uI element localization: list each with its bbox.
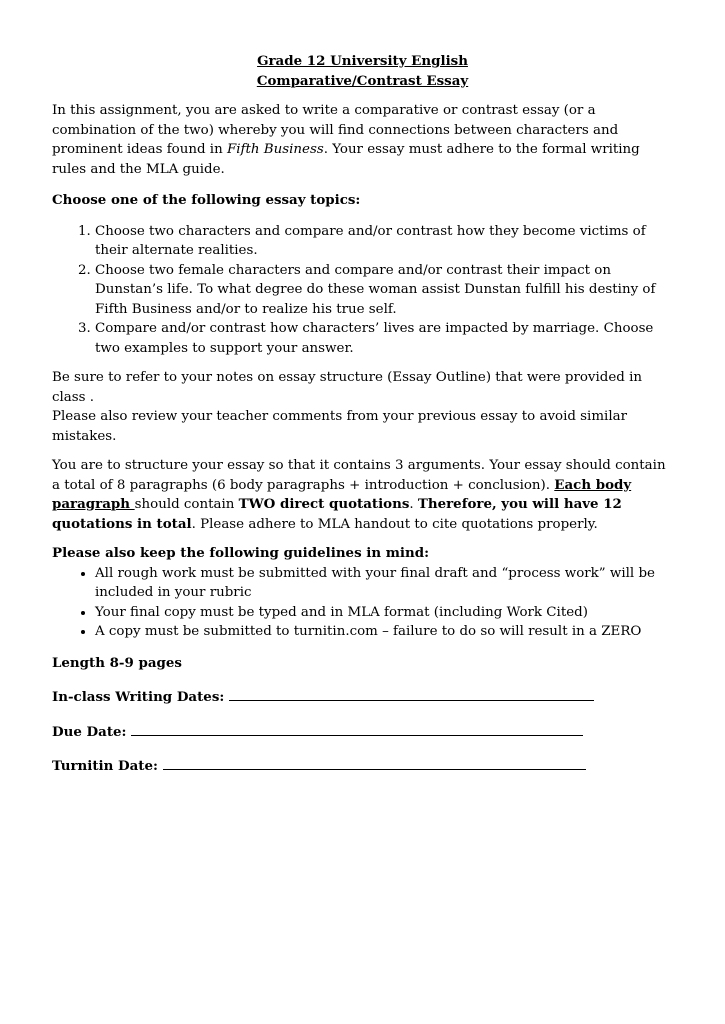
requirements-paragraph — [52, 456, 673, 534]
guidelines-list — [52, 564, 673, 642]
intro-paragraph — [52, 101, 673, 179]
length-requirement: Length 8-9 pages — [52, 654, 182, 671]
intro-text-2: . Your essay must adhere to the formal writing rules and the MLA guide. — [52, 142, 640, 177]
document-title-line-2: Comparative/Contrast Essay — [256, 72, 469, 89]
requirements-text-1: You are to structure your essay so that it contains 3 arguments. Your essay should contain a total of 8 paragraphs (6 body paragraphs + introduction + conclusion). — [52, 458, 666, 493]
requirements-text-3: . — [409, 497, 418, 512]
turnitin-date-blank-line[interactable] — [163, 768, 586, 770]
total-quotations-emphasis: Therefore, you will have 12 quotations in total — [52, 496, 622, 532]
due-date-blank-line[interactable] — [131, 734, 583, 736]
structure-note — [52, 368, 673, 446]
requirements-text-4: . Please adhere to MLA handout to cite quotations properly. — [191, 516, 598, 532]
document-title-line-1: Grade 12 University English — [257, 53, 468, 69]
guideline-item-2: • Your final copy must be typed and in MLA format (including Work Cited) — [95, 603, 673, 623]
writing-dates-blank-line[interactable] — [229, 699, 594, 701]
turnitin-date-label: Turnitin Date: — [52, 758, 158, 774]
writing-dates-label: In-class Writing Dates: — [52, 689, 225, 705]
each-body-paragraph-emphasis: Each body paragraph — [52, 476, 632, 512]
structure-note-line-1: Be sure to refer to your notes on essay structure (Essay Outline) that were provided in class . — [52, 370, 643, 405]
topics-heading: Choose one of the following essay topics: — [52, 192, 361, 208]
two-quotations-emphasis: TWO direct quotations — [238, 496, 410, 512]
turnitin-date-field — [52, 757, 673, 777]
guidelines-heading: Please also keep the following guidelines in mind: — [52, 545, 430, 561]
writing-dates-field — [52, 688, 673, 708]
topics-list — [52, 222, 673, 359]
due-date-field — [52, 723, 673, 743]
topic-item-2: 2. Choose two female characters and compare and/or contrast their impact on Dunstan’s life. To what degree do these woman assist Dunstan fulfill his destiny of Fifth Business and/or to realize his true self. — [95, 261, 673, 320]
requirements-text-2: should contain — [134, 497, 239, 512]
topic-item-1: 1. Choose two characters and compare and/or contrast how they become victims of their alternate realities. — [95, 222, 673, 261]
book-title: Fifth Business — [226, 142, 324, 157]
topic-item-3: 3. Compare and/or contrast how characters’ lives are impacted by marriage. Choose two examples to support your answer. — [95, 319, 673, 358]
due-date-label: Due Date: — [52, 723, 127, 740]
guideline-item-1: • All rough work must be submitted with your final draft and “process work” will be included in your rubric — [95, 564, 673, 603]
structure-note-line-2: Please also review your teacher comments from your previous essay to avoid similar mistakes. — [52, 409, 627, 444]
intro-text-1: In this assignment, you are asked to write a comparative or contrast essay (or a combination of the two) whereby you will find connections between characters and prominent ideas found in — [52, 103, 619, 157]
guideline-item-3: • A copy must be submitted to turnitin.com – failure to do so will result in a ZERO — [95, 622, 673, 642]
